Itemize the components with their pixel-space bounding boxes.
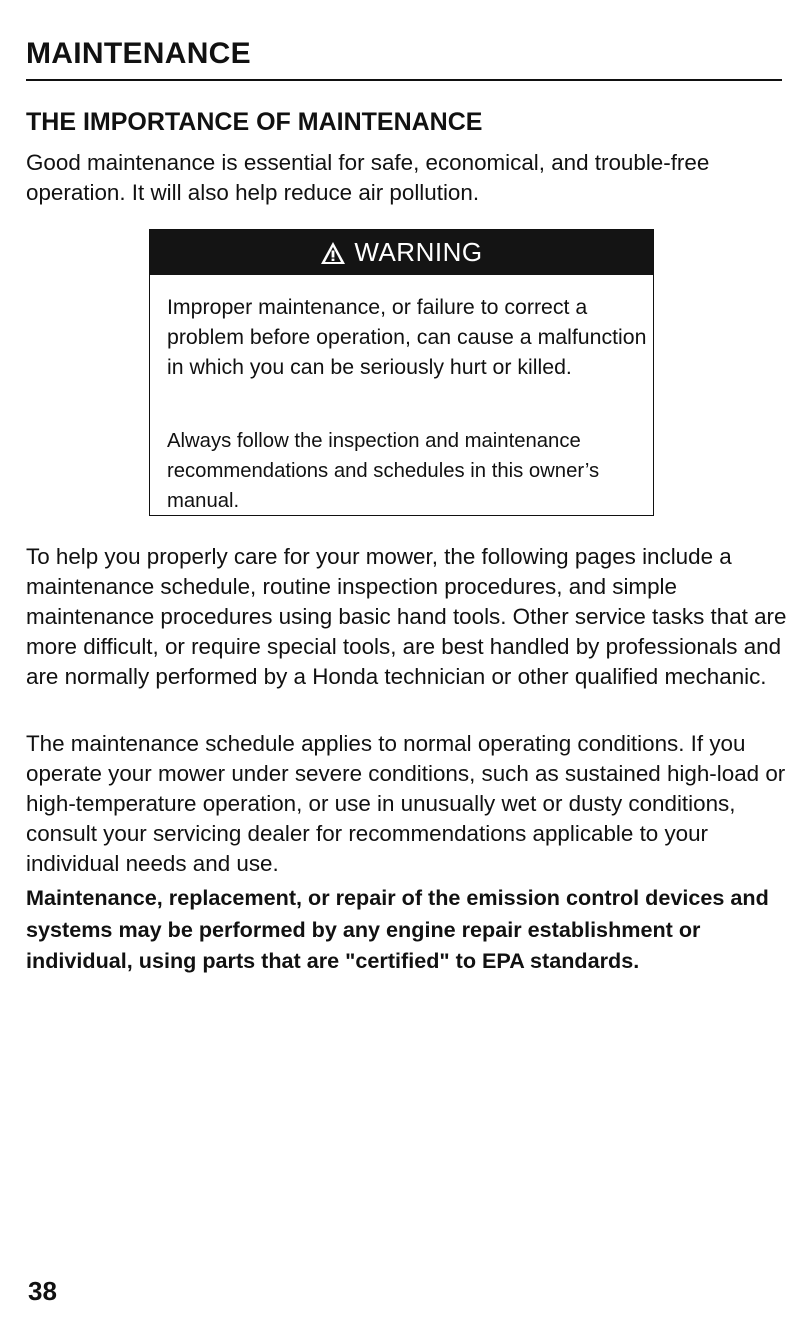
warning-triangle-icon [320,241,346,265]
warning-paragraph-hazard: Improper maintenance, or failure to correct a problem before operation, can cause a malfunction in which you can be seriously hurt or killed. [167,295,647,379]
warning-header [150,230,653,275]
section-divider [26,79,782,81]
warning-title: WARNING [354,237,483,267]
warning-paragraph-instruction: Always follow the inspection and maintenance recommendations and schedules in this owner’s manual. [167,430,600,512]
emission-paragraph: Maintenance, replacement, or repair of the emission control devices and systems may be performed by any engine repair establishment or individual, using parts that are "certified" to EPA standards. [26,885,769,973]
section-title: MAINTENANCE [26,37,251,70]
page-number: 38 [28,1276,57,1306]
warning-box [149,229,654,516]
help-paragraph: To help you properly care for your mower, the following pages include a maintenance schedule, routine inspection procedures, and simple maintenance procedures using basic hand tools. Other service tasks that are more difficult, or require special tools, are best handled by professionals and are normally performed by a Honda technician or other qualified mechanic. [26,544,787,689]
intro-paragraph: Good maintenance is essential for safe, economical, and trouble-free operation. It will also help reduce air pollution. [26,150,710,205]
schedule-paragraph: The maintenance schedule applies to normal operating conditions. If you operate your mower under severe conditions, such as sustained high-load or high-temperature operation, or use in unusually wet or dusty conditions, consult your servicing dealer for recommendations applicable to your individual needs and use. [26,731,786,876]
subsection-title: THE IMPORTANCE OF MAINTENANCE [26,108,483,136]
